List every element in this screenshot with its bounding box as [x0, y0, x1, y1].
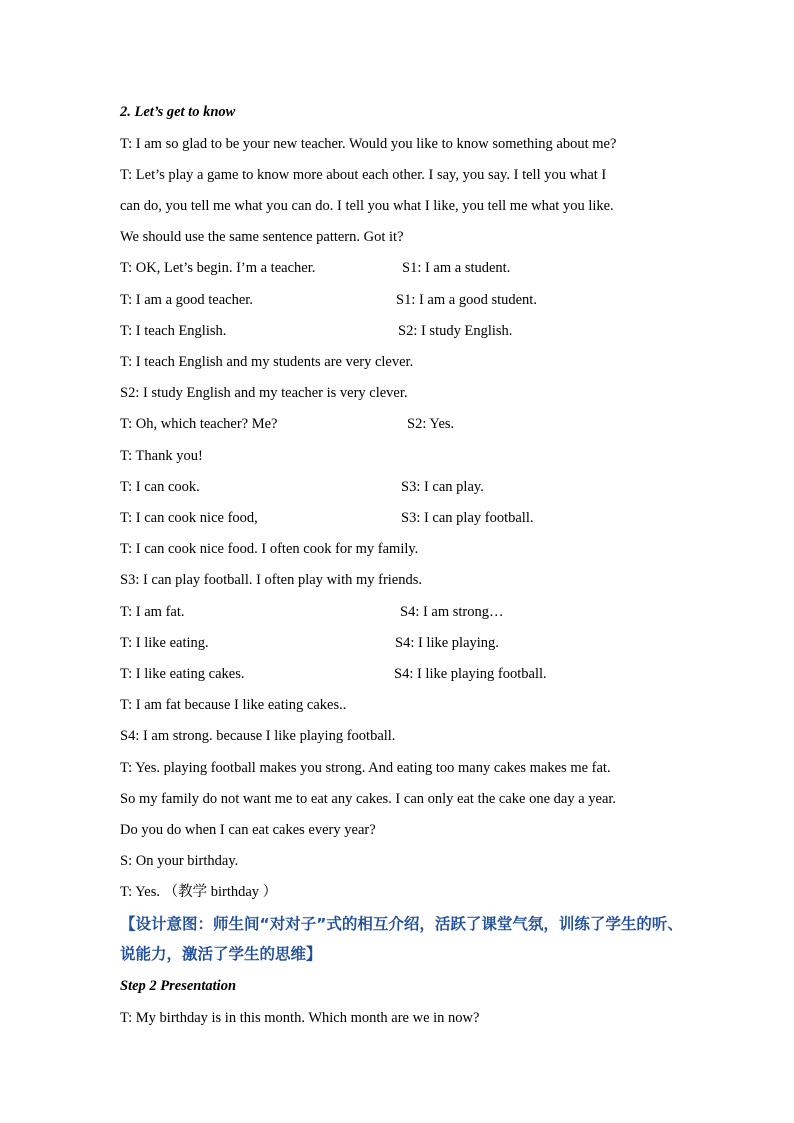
teacher-line: T: I am fat. [120, 604, 185, 620]
dialogue-pair [120, 602, 680, 622]
dialogue-line: T: I can cook nice food. I often cook for my family. [120, 541, 419, 557]
dialogue-line: T: My birthday is in this month. Which month are we in now? [120, 1010, 480, 1026]
dialogue-line: S3: I can play football. I often play with my friends. [120, 572, 423, 588]
student-line: S1: I am a student. [402, 260, 511, 276]
teacher-line: T: I like eating cakes. [120, 666, 245, 682]
section-heading: Step 2 Presentation [120, 978, 237, 994]
dialogue-line: T: I teach English and my students are very clever. [120, 354, 414, 370]
student-line: S4: I like playing. [395, 635, 499, 651]
dialogue-pair [120, 633, 680, 653]
dialogue-line: So my family do not want me to eat any cakes. I can only eat the cake one day a year. [120, 791, 617, 807]
student-line: S4: I am strong… [400, 604, 504, 620]
dialogue-pair [120, 321, 680, 341]
dialogue-line: T: Yes. playing football makes you strong. And eating too many cakes makes me fat. [120, 760, 611, 776]
section-heading: 2. Let’s get to know [120, 104, 236, 120]
dialogue-line: Do you do when I can eat cakes every year? [120, 822, 376, 838]
teacher-line: T: Oh, which teacher? Me? [120, 416, 278, 432]
dialogue-pair [120, 258, 680, 278]
teacher-line: T: I am a good teacher. [120, 292, 253, 308]
dialogue-line: S: On your birthday. [120, 853, 239, 869]
paragraph-line: We should use the same sentence pattern. Got it? [120, 229, 404, 245]
paragraph-line: can do, you tell me what you can do. I tell you what I like, you tell me what you like. [120, 198, 614, 214]
design-intent-note: 【设计意图：师生间“对对子”式的相互介绍，活跃了课堂气氛，训练了学生的听、说能力，激活了学生的思维】 [120, 915, 683, 963]
dialogue-pair [120, 508, 680, 528]
dialogue-line: T: Thank you! [120, 448, 203, 464]
dialogue-line: S2: I study English and my teacher is very clever. [120, 385, 408, 401]
dialogue-pair [120, 414, 680, 434]
student-line: S2: Yes. [407, 416, 455, 432]
teacher-line: T: I teach English. [120, 323, 227, 339]
student-line: S3: I can play. [401, 479, 484, 495]
student-line: S3: I can play football. [401, 510, 534, 526]
dialogue-line: T: Yes. （教学 birthday ） [120, 884, 278, 900]
student-line: S4: I like playing football. [394, 666, 547, 682]
teacher-line: T: I can cook. [120, 479, 200, 495]
dialogue-line: S4: I am strong. because I like playing football. [120, 728, 396, 744]
paragraph-line: T: Let’s play a game to know more about each other. I say, you say. I tell you what I [120, 167, 607, 183]
student-line: S2: I study English. [398, 323, 513, 339]
dialogue-pair [120, 664, 680, 684]
paragraph-line: T: I am so glad to be your new teacher. Would you like to know something about me? [120, 136, 617, 152]
student-line: S1: I am a good student. [396, 292, 537, 308]
teacher-line: T: I like eating. [120, 635, 209, 651]
teacher-line: T: OK, Let’s begin. I’m a teacher. [120, 260, 316, 276]
dialogue-pair [120, 290, 680, 310]
teacher-line: T: I can cook nice food, [120, 510, 258, 526]
dialogue-pair [120, 477, 680, 497]
dialogue-line: T: I am fat because I like eating cakes.. [120, 697, 347, 713]
